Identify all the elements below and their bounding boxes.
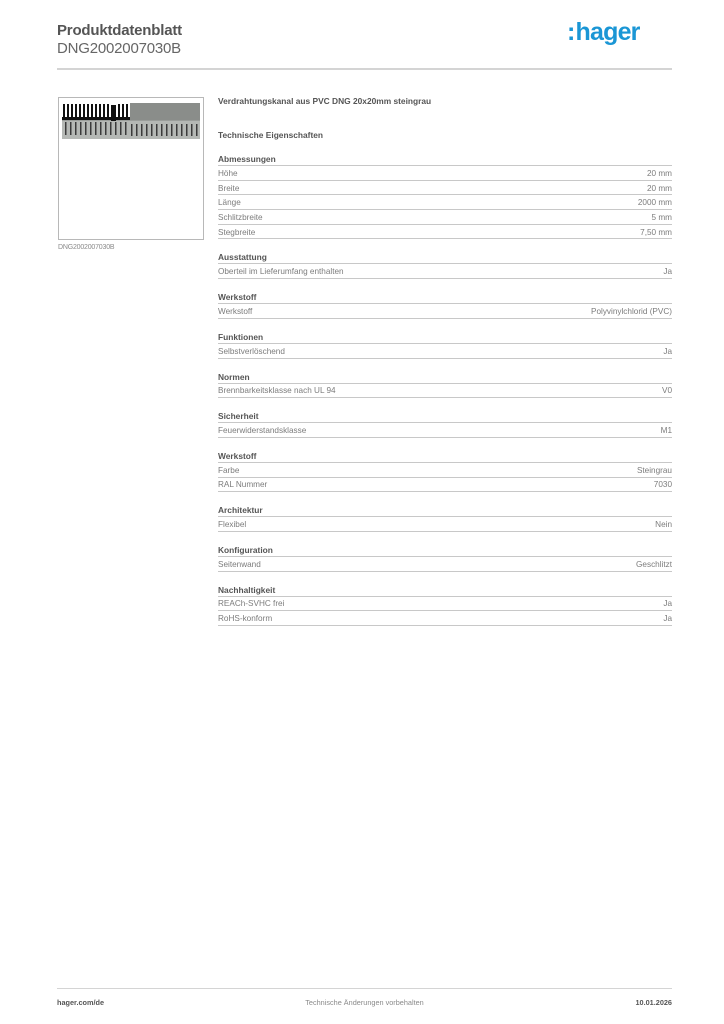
- spec-row: [218, 478, 672, 493]
- section-title: Abmessungen: [218, 154, 672, 166]
- section-werkstoff-farbe: [218, 451, 672, 492]
- spec-label: Schlitzbreite: [218, 212, 263, 222]
- spec-label: Farbe: [218, 465, 240, 475]
- footer-website-link[interactable]: hager.com/de: [57, 998, 105, 1007]
- spec-value: Ja: [663, 614, 672, 624]
- spec-row: [218, 304, 672, 319]
- section-title: Werkstoff: [218, 292, 672, 304]
- technical-properties-heading: Technische Eigenschaften: [218, 130, 324, 140]
- spec-label: Flexibel: [218, 520, 247, 530]
- logo-colon: :: [567, 18, 575, 46]
- footer-divider: [57, 988, 672, 989]
- section-normen: [218, 372, 672, 399]
- spec-row: [218, 517, 672, 532]
- product-details: [218, 96, 672, 626]
- section-funktionen: [218, 332, 672, 359]
- spec-row: [218, 195, 672, 210]
- spec-label: RAL Nummer: [218, 480, 268, 490]
- section-nachhaltigkeit: [218, 585, 672, 626]
- spec-label: Stegbreite: [218, 227, 256, 237]
- spec-value: 20 mm: [646, 168, 672, 178]
- spec-label: Feuerwiderstandsklasse: [218, 426, 307, 436]
- section-title: Normen: [218, 372, 672, 384]
- image-caption: DNG2002007030B: [58, 244, 115, 251]
- document-title: Produktdatenblatt: [57, 22, 182, 39]
- spec-value: Ja: [663, 346, 672, 356]
- section-title: Werkstoff: [218, 451, 672, 463]
- spec-row: [218, 463, 672, 478]
- spec-value: 5 mm: [651, 212, 672, 222]
- section-title: Architektur: [218, 505, 672, 517]
- section-abmessungen: [218, 154, 672, 239]
- footer-date: 10.01.2026: [635, 998, 672, 1007]
- spec-label: Oberteil im Lieferumfang enthalten: [218, 267, 344, 277]
- spec-label: RoHS-konform: [218, 614, 273, 624]
- spec-value: Geschlitzt: [636, 559, 672, 569]
- spec-value: Ja: [663, 599, 672, 609]
- spec-value: Polyvinylchlorid (PVC): [591, 306, 672, 316]
- spec-row: [218, 166, 672, 181]
- spec-row: [218, 181, 672, 196]
- footer-disclaimer: Technische Änderungen vorbehalten: [305, 998, 424, 1007]
- logo-text: hager: [575, 18, 640, 46]
- spec-row: [218, 557, 672, 572]
- spec-value: Steingrau: [636, 465, 672, 475]
- product-code: DNG2002007030B: [57, 40, 181, 57]
- section-title: Konfiguration: [218, 545, 672, 557]
- spec-value: Nein: [655, 520, 672, 530]
- product-image: [62, 103, 200, 139]
- spec-label: Breite: [218, 183, 240, 193]
- hager-logo: [567, 18, 640, 46]
- section-title: Nachhaltigkeit: [218, 585, 672, 597]
- product-image-frame: [58, 97, 204, 240]
- header-divider: [57, 68, 672, 70]
- spec-row: [218, 264, 672, 279]
- spec-row: [218, 597, 672, 612]
- spec-label: Höhe: [218, 168, 238, 178]
- spec-value: 2000 mm: [637, 198, 672, 208]
- spec-label: Brennbarkeitsklasse nach UL 94: [218, 386, 336, 396]
- section-konfiguration: [218, 545, 672, 572]
- spec-row: [218, 611, 672, 626]
- section-title: Sicherheit: [218, 411, 672, 423]
- spec-value: V0: [661, 386, 672, 396]
- section-werkstoff: [218, 292, 672, 319]
- section-sicherheit: [218, 411, 672, 438]
- spec-row: [218, 210, 672, 225]
- spec-value: 7030: [653, 480, 672, 490]
- spec-row: [218, 384, 672, 399]
- spec-row: [218, 344, 672, 359]
- spec-value: M1: [660, 426, 672, 436]
- section-title: Funktionen: [218, 332, 672, 344]
- spec-row: [218, 423, 672, 438]
- spec-row: [218, 225, 672, 240]
- document-footer: [57, 998, 672, 1010]
- spec-value: 7,50 mm: [640, 227, 672, 237]
- spec-value: 20 mm: [646, 183, 672, 193]
- spec-label: Werkstoff: [218, 306, 253, 316]
- product-name: Verdrahtungskanal aus PVC DNG 20x20mm steingrau: [218, 96, 432, 106]
- section-architektur: [218, 505, 672, 532]
- spec-label: Länge: [218, 198, 241, 208]
- spec-label: Seitenwand: [218, 559, 261, 569]
- section-title: Ausstattung: [218, 252, 672, 264]
- spec-value: Ja: [663, 267, 672, 277]
- section-ausstattung: [218, 252, 672, 279]
- spec-label: Selbstverlöschend: [218, 346, 285, 356]
- spec-label: REACh-SVHC frei: [218, 599, 285, 609]
